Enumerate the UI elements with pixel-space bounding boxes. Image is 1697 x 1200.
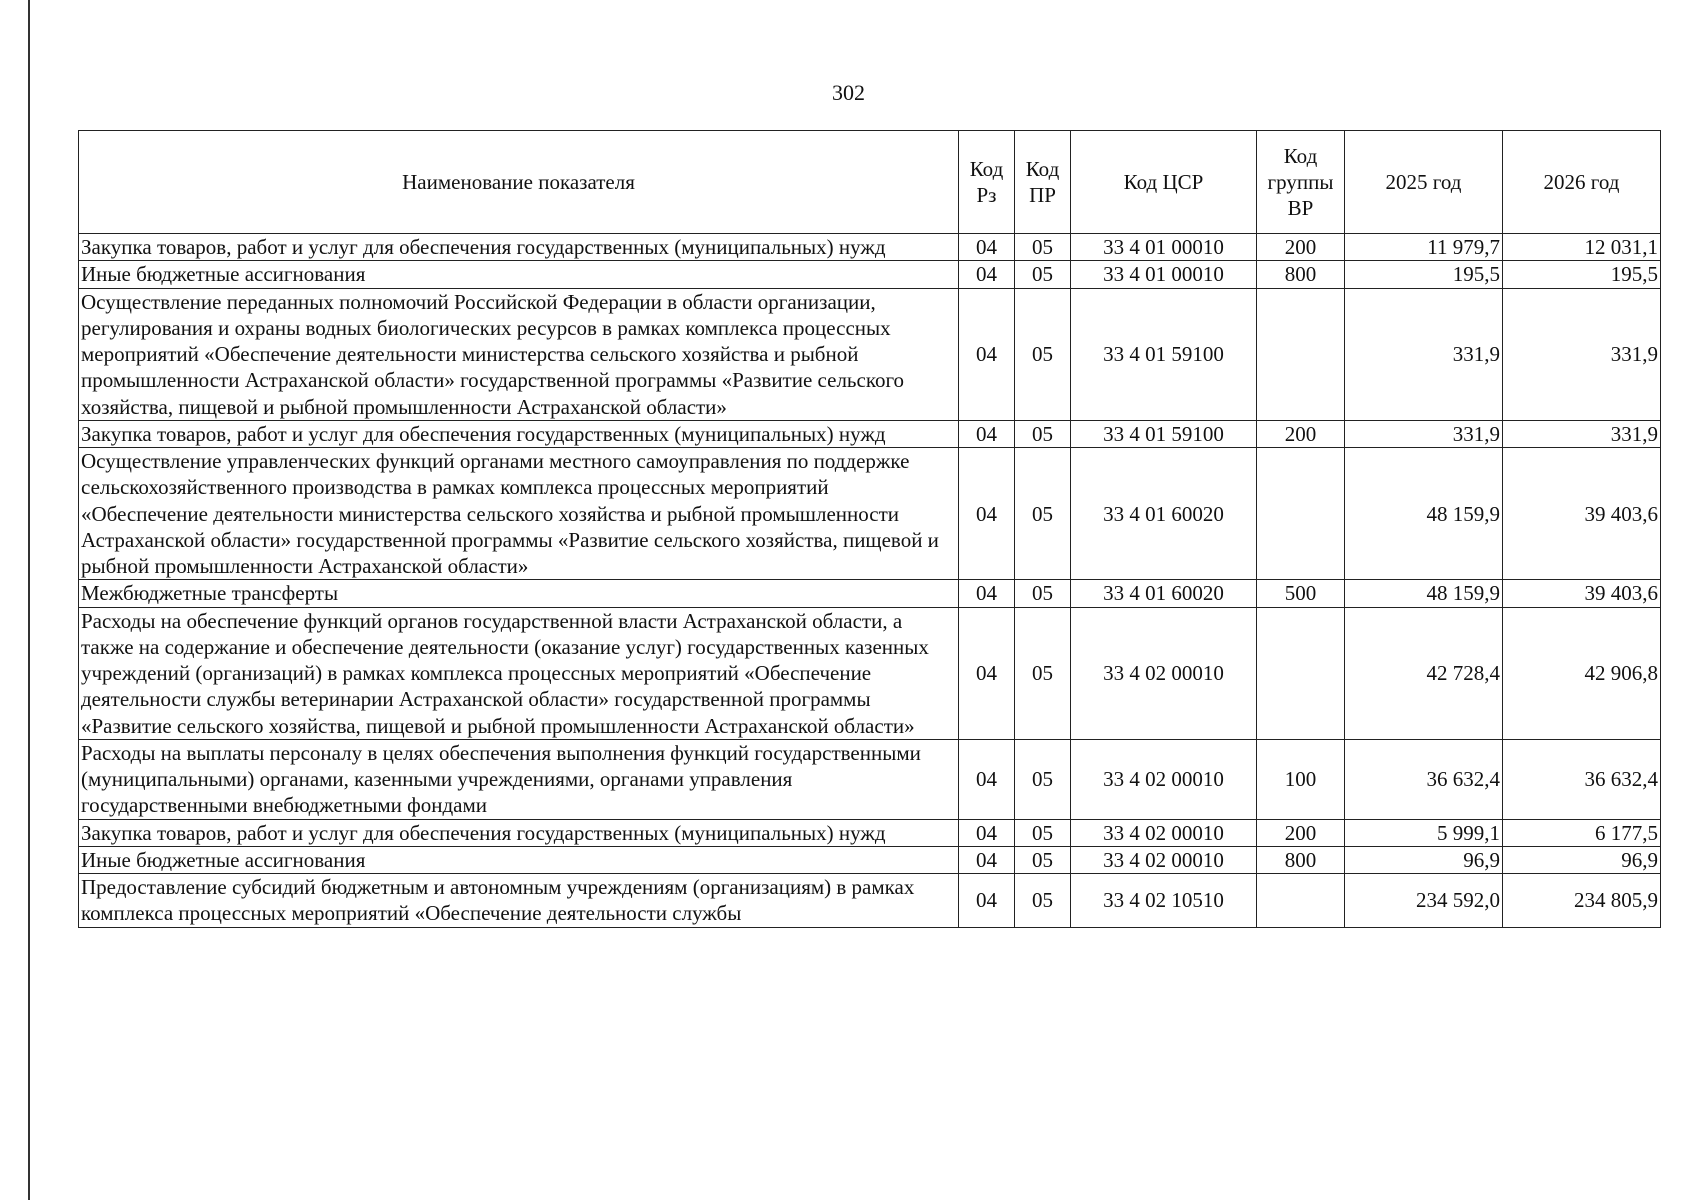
cell-rz: 04 (959, 448, 1015, 580)
header-2025: 2025 год (1345, 131, 1503, 234)
cell-csr: 33 4 01 60020 (1071, 448, 1257, 580)
cell-vr: 500 (1257, 580, 1345, 607)
table-row (79, 261, 1661, 288)
cell-pr: 05 (1015, 234, 1071, 261)
cell-2025: 331,9 (1345, 420, 1503, 447)
cell-2025: 331,9 (1345, 288, 1503, 420)
cell-rz: 04 (959, 234, 1015, 261)
cell-rz: 04 (959, 580, 1015, 607)
cell-csr: 33 4 02 00010 (1071, 819, 1257, 846)
cell-2025: 195,5 (1345, 261, 1503, 288)
cell-name: Осуществление переданных полномочий Российской Федерации в области организации, регулирования и охраны водных биологических ресурсов в рамках комплекса процессных мероприятий «Обеспечение деятельности министерства сельского хозяйства и рыбной промышленности Астраханской области» государственной программы «Развитие сельского хозяйства, пищевой и рыбной промышленности Астраханской области» (79, 288, 959, 420)
cell-rz: 04 (959, 261, 1015, 288)
cell-2026: 234 805,9 (1503, 874, 1661, 928)
header-2026: 2026 год (1503, 131, 1661, 234)
cell-2025: 48 159,9 (1345, 448, 1503, 580)
cell-pr: 05 (1015, 874, 1071, 928)
cell-name: Осуществление управленческих функций органами местного самоуправления по поддержке сельскохозяйственного производства в рамках комплекса процессных мероприятий «Обеспечение деятельности министерства сельского хозяйства и рыбной промышленности Астраханской области» государственной программы «Развитие сельского хозяйства, пищевой и рыбной промышленности Астраханской области» (79, 448, 959, 580)
cell-2026: 195,5 (1503, 261, 1661, 288)
cell-2025: 36 632,4 (1345, 739, 1503, 819)
header-name: Наименование показателя (79, 131, 959, 234)
cell-2025: 11 979,7 (1345, 234, 1503, 261)
table-row (79, 420, 1661, 447)
cell-2025: 42 728,4 (1345, 607, 1503, 739)
header-row (79, 131, 1661, 234)
cell-name: Иные бюджетные ассигнования (79, 261, 959, 288)
cell-csr: 33 4 02 10510 (1071, 874, 1257, 928)
cell-csr: 33 4 02 00010 (1071, 846, 1257, 873)
cell-2025: 96,9 (1345, 846, 1503, 873)
cell-csr: 33 4 01 60020 (1071, 580, 1257, 607)
binding-margin-line (28, 0, 30, 1200)
header-csr: Код ЦСР (1071, 131, 1257, 234)
table-row (79, 580, 1661, 607)
cell-csr: 33 4 02 00010 (1071, 607, 1257, 739)
cell-vr (1257, 448, 1345, 580)
table-row (79, 234, 1661, 261)
cell-2026: 96,9 (1503, 846, 1661, 873)
cell-vr: 200 (1257, 420, 1345, 447)
cell-pr: 05 (1015, 819, 1071, 846)
cell-rz: 04 (959, 874, 1015, 928)
cell-csr: 33 4 02 00010 (1071, 739, 1257, 819)
cell-vr: 100 (1257, 739, 1345, 819)
cell-name: Предоставление субсидий бюджетным и автономным учреждениям (организациям) в рамках комплекса процессных мероприятий «Обеспечение деятельности службы (79, 874, 959, 928)
cell-vr: 800 (1257, 261, 1345, 288)
cell-csr: 33 4 01 59100 (1071, 420, 1257, 447)
cell-name: Иные бюджетные ассигнования (79, 846, 959, 873)
budget-table (78, 130, 1661, 928)
cell-name: Закупка товаров, работ и услуг для обеспечения государственных (муниципальных) нужд (79, 819, 959, 846)
cell-vr: 800 (1257, 846, 1345, 873)
cell-name: Расходы на выплаты персоналу в целях обеспечения выполнения функций государственными (муниципальными) органами, казенными учреждениями, органами управления государственными внебюджетными фондами (79, 739, 959, 819)
cell-name: Межбюджетные трансферты (79, 580, 959, 607)
header-vr: Код группы ВР (1257, 131, 1345, 234)
cell-vr: 200 (1257, 819, 1345, 846)
table-row (79, 819, 1661, 846)
cell-pr: 05 (1015, 288, 1071, 420)
table-header (79, 131, 1661, 234)
cell-2026: 42 906,8 (1503, 607, 1661, 739)
cell-2025: 234 592,0 (1345, 874, 1503, 928)
table-row (79, 288, 1661, 420)
cell-rz: 04 (959, 846, 1015, 873)
cell-pr: 05 (1015, 261, 1071, 288)
table-row (79, 448, 1661, 580)
cell-vr (1257, 607, 1345, 739)
cell-pr: 05 (1015, 420, 1071, 447)
cell-csr: 33 4 01 00010 (1071, 234, 1257, 261)
cell-name: Закупка товаров, работ и услуг для обеспечения государственных (муниципальных) нужд (79, 234, 959, 261)
header-pr: Код ПР (1015, 131, 1071, 234)
cell-2026: 36 632,4 (1503, 739, 1661, 819)
cell-vr: 200 (1257, 234, 1345, 261)
header-rz: Код Рз (959, 131, 1015, 234)
page-number: 302 (832, 80, 865, 105)
cell-2026: 6 177,5 (1503, 819, 1661, 846)
cell-rz: 04 (959, 739, 1015, 819)
cell-2026: 39 403,6 (1503, 448, 1661, 580)
cell-pr: 05 (1015, 448, 1071, 580)
cell-name: Закупка товаров, работ и услуг для обеспечения государственных (муниципальных) нужд (79, 420, 959, 447)
cell-2026: 12 031,1 (1503, 234, 1661, 261)
cell-name: Расходы на обеспечение функций органов государственной власти Астраханской области, а также на содержание и обеспечение деятельности (оказание услуг) государственных казенных учреждений (организаций) в рамках комплекса процессных мероприятий «Обеспечение деятельности службы ветеринарии Астраханской области» государственной программы «Развитие сельского хозяйства, пищевой и рыбной промышленности Астраханской области» (79, 607, 959, 739)
cell-2025: 5 999,1 (1345, 819, 1503, 846)
cell-pr: 05 (1015, 846, 1071, 873)
table-row (79, 739, 1661, 819)
table-row (79, 874, 1661, 928)
budget-table-container (78, 130, 1660, 928)
cell-rz: 04 (959, 607, 1015, 739)
cell-pr: 05 (1015, 607, 1071, 739)
cell-pr: 05 (1015, 580, 1071, 607)
table-body (79, 234, 1661, 928)
cell-vr (1257, 288, 1345, 420)
cell-csr: 33 4 01 59100 (1071, 288, 1257, 420)
cell-rz: 04 (959, 819, 1015, 846)
cell-rz: 04 (959, 420, 1015, 447)
cell-vr (1257, 874, 1345, 928)
cell-2026: 39 403,6 (1503, 580, 1661, 607)
cell-rz: 04 (959, 288, 1015, 420)
cell-2026: 331,9 (1503, 288, 1661, 420)
cell-2026: 331,9 (1503, 420, 1661, 447)
table-row (79, 607, 1661, 739)
cell-2025: 48 159,9 (1345, 580, 1503, 607)
cell-pr: 05 (1015, 739, 1071, 819)
cell-csr: 33 4 01 00010 (1071, 261, 1257, 288)
table-row (79, 846, 1661, 873)
